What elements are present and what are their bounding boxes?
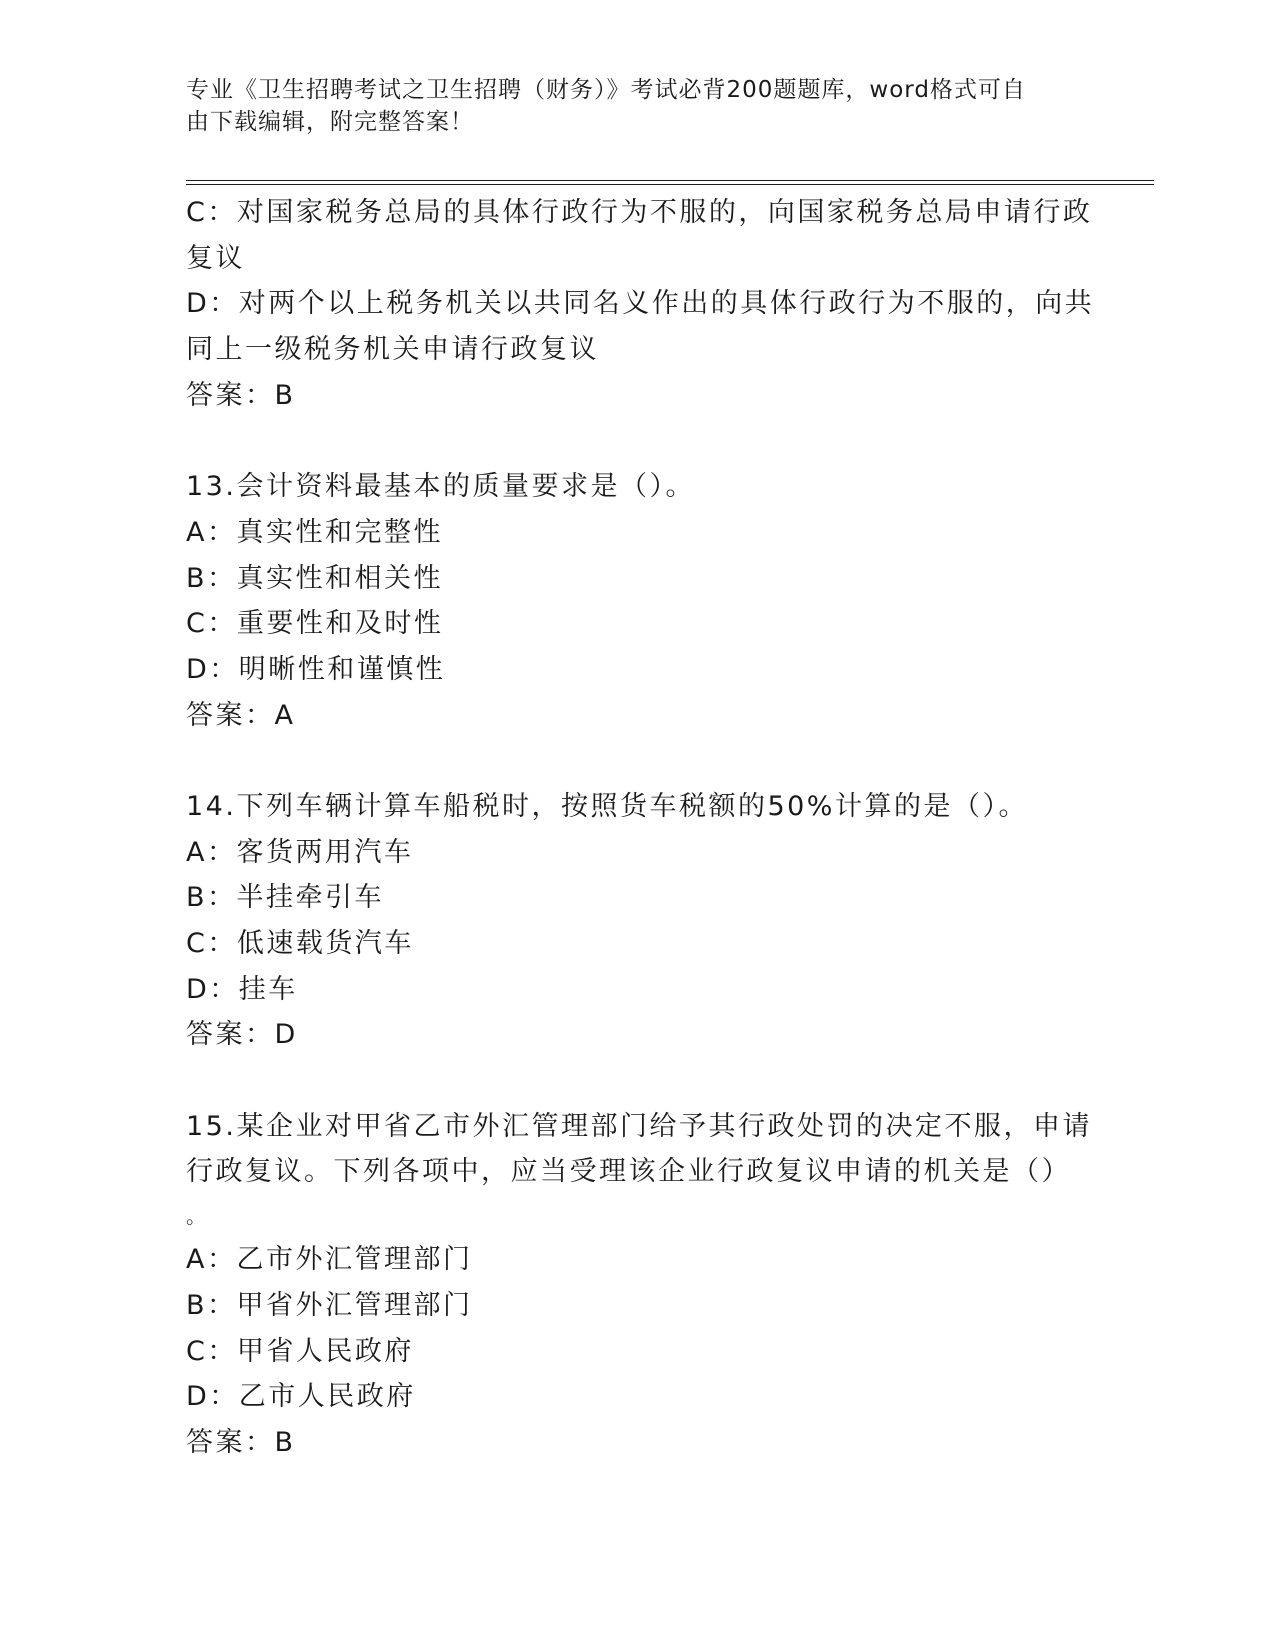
option-d: D：挂车	[186, 973, 298, 1005]
question-stem-line-2: 行政复议。下列各项中，应当受理该企业行政复议申请的机关是（）	[186, 1156, 1071, 1188]
option-d: D：乙市人民政府	[186, 1381, 416, 1413]
question-12-tail	[186, 190, 1095, 418]
option-c: C：重要性和及时性	[186, 608, 444, 640]
spacer	[186, 738, 1086, 784]
answer: 答案：B	[186, 379, 296, 411]
option-b: B：真实性和相关性	[186, 562, 444, 594]
question-14	[186, 784, 1086, 1058]
question-content	[186, 190, 1095, 1466]
question-stem-line-1: 15.某企业对甲省乙市外汇管理部门给予其行政处罚的决定不服，申请	[186, 1110, 1092, 1142]
option-a: A：真实性和完整性	[186, 516, 443, 548]
answer: 答案：D	[186, 1019, 298, 1051]
option-a: A：乙市外汇管理部门	[186, 1244, 473, 1276]
option-c-line-1: C：对国家税务总局的具体行政行为不服的，向国家税务总局申请行政	[186, 197, 1093, 228]
answer: 答案：A	[186, 699, 296, 731]
header-line-1: 专业《卫生招聘考试之卫生招聘（财务）》考试必背200题题库，word格式可自	[186, 77, 1026, 103]
question-15	[186, 1104, 1092, 1466]
option-d-line-2: 同上一级税务机关申请行政复议	[186, 334, 599, 366]
spacer	[186, 1058, 1086, 1104]
header-divider-bottom	[186, 184, 1154, 185]
option-b: B：甲省外汇管理部门	[186, 1289, 473, 1321]
answer: 答案：B	[186, 1426, 296, 1458]
option-c: C：低速载货汽车	[186, 928, 414, 959]
header-line-2: 由下载编辑，附完整答案！	[186, 109, 474, 135]
spacer	[186, 418, 1086, 464]
option-d: D：明晰性和谨慎性	[186, 653, 446, 685]
question-stem: 13.会计资料最基本的质量要求是（）。	[186, 471, 695, 503]
question-13	[186, 464, 1086, 738]
question-stem-line-3: 。	[186, 1204, 209, 1229]
option-c-line-2: 复议	[186, 242, 245, 274]
question-stem: 14.下列车辆计算车船税时，按照货车税额的50%计算的是（）。	[186, 790, 1028, 822]
document-header	[186, 74, 1066, 138]
option-c: C：甲省人民政府	[186, 1335, 414, 1367]
option-b: B：半挂牵引车	[186, 882, 385, 914]
header-divider-top	[186, 180, 1154, 181]
option-d-line-1: D：对两个以上税务机关以共同名义作出的具体行政行为不服的，向共	[186, 288, 1095, 320]
option-a: A：客货两用汽车	[186, 836, 414, 868]
